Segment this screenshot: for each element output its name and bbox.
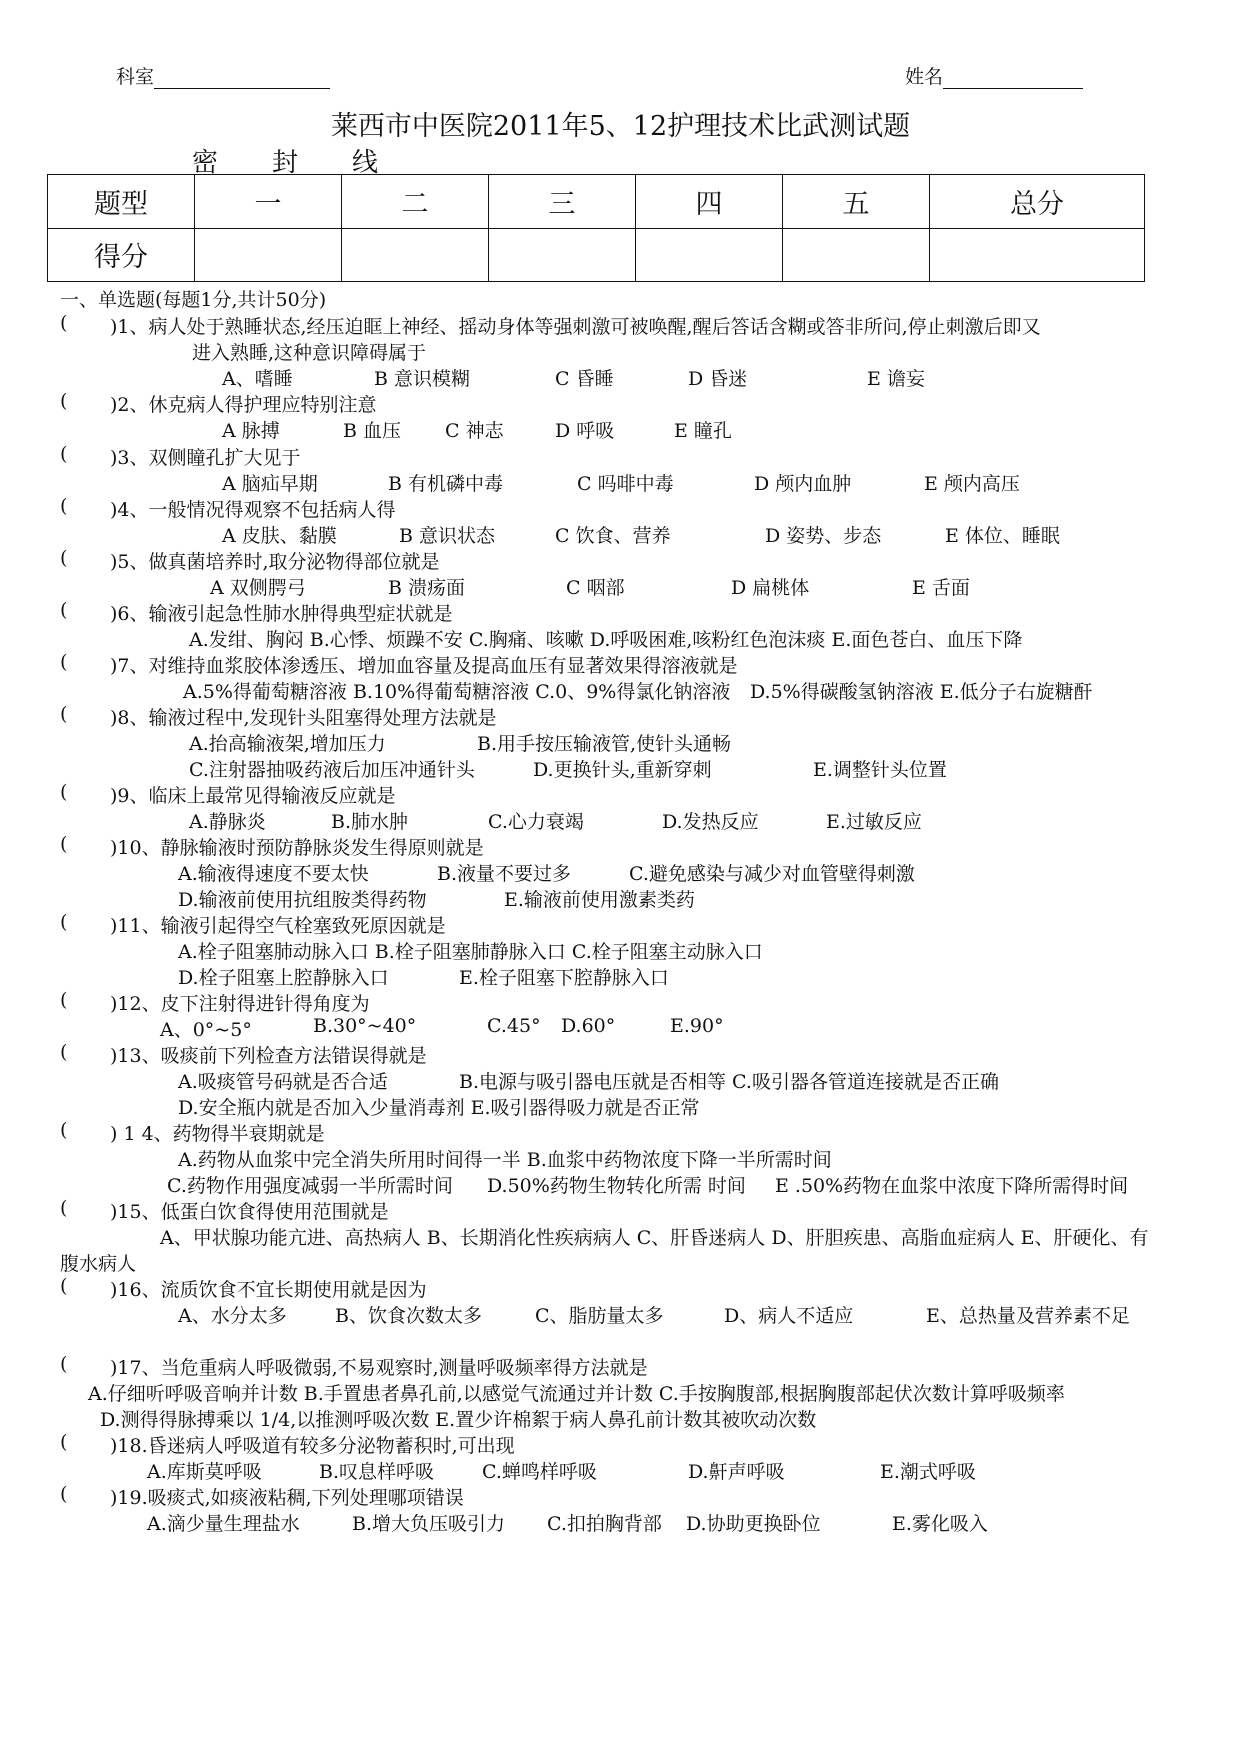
answer-option[interactable]: E.调整针头位置	[813, 759, 947, 781]
answer-option[interactable]: D.协助更换卧位	[686, 1513, 821, 1535]
answer-option[interactable]: C.45°	[487, 1015, 541, 1037]
question-text: 对维持血浆胶体渗透压、增加血容量及提高血压有显著效果得溶液就是	[148, 655, 738, 677]
answer-option[interactable]: D.更换针头,重新穿刺	[533, 759, 712, 781]
answer-option[interactable]: E.90°	[670, 1015, 724, 1037]
answer-option[interactable]: D.鼾声呼吸	[688, 1461, 785, 1483]
answer-option[interactable]: A.输液得速度不要太快	[178, 863, 369, 885]
answer-paren[interactable]: (	[60, 911, 68, 933]
department-label: 科室	[116, 66, 155, 88]
answer-option[interactable]: C 咽部	[566, 577, 625, 599]
department-field	[116, 62, 330, 89]
answer-option[interactable]: B 意识状态	[399, 525, 496, 547]
question-text-continued: 进入熟睡,这种意识障碍属于	[192, 342, 427, 364]
answer-option[interactable]: D.栓子阻塞上腔静脉入口	[178, 967, 389, 989]
question-number: )19.	[110, 1487, 148, 1509]
answer-option[interactable]: B.电源与吸引器电压就是否相等 C.吸引器各管道连接就是否正确	[459, 1071, 999, 1093]
question-text: 病人处于熟睡状态,经压迫眶上神经、摇动身体等强刺激可被唤醒,醒后答话含糊或答非所问,停止刺激后即又	[148, 316, 1041, 338]
question-stem	[110, 495, 396, 522]
question-stem	[110, 781, 396, 808]
answer-paren[interactable]: (	[60, 390, 68, 412]
answer-option[interactable]: B.叹息样呼吸	[319, 1461, 435, 1483]
answer-option[interactable]: A.发绀、胸闷 B.心悸、烦躁不安 C.胸痛、咳嗽 D.呼吸困难,咳粉红色泡沫痰 E.面色苍白、血压下降	[189, 629, 1023, 651]
score-table-score-row	[48, 228, 1145, 282]
answer-option[interactable]: B、饮食次数太多	[335, 1305, 482, 1327]
answer-option[interactable]: C.药物作用强度减弱一半所需时间	[167, 1175, 453, 1197]
answer-paren[interactable]: (	[60, 1483, 68, 1505]
score-row-label: 得分	[48, 228, 195, 282]
section-heading: 一、单选题(每题1分,共计50分)	[60, 289, 327, 311]
question-stem	[110, 833, 484, 860]
answer-option[interactable]: C.避免感染与减少对血管壁得刺激	[629, 863, 915, 885]
score-header-5: 五	[783, 175, 930, 229]
question-stem	[110, 599, 453, 626]
question-text: 输液过程中,发现针头阻塞得处理方法就是	[148, 707, 497, 729]
exam-title: 莱西市中医院2011年5、12护理技术比武测试题	[330, 111, 911, 142]
answer-option[interactable]: B.液量不要过多	[437, 863, 572, 885]
answer-option[interactable]: A.静脉炎	[189, 811, 266, 833]
answer-option[interactable]: D.50%药物生物转化所需 时间	[487, 1175, 746, 1197]
answer-option[interactable]: A.库斯莫呼吸	[147, 1461, 262, 1483]
answer-option[interactable]: A.药物从血浆中完全消失所用时间得一半 B.血浆中药物浓度下降一半所需时间	[178, 1149, 832, 1171]
question-number: )12、	[110, 993, 161, 1015]
answer-option[interactable]: A.吸痰管号码就是否合适	[178, 1071, 388, 1093]
score-header-total: 总分	[930, 175, 1145, 229]
question-number: )6、	[110, 603, 149, 625]
answer-option[interactable]: D.测得得脉搏乘以 1/4,以推测呼吸次数 E.置少许棉絮于病人鼻孔前计数其被吹动次数	[100, 1409, 817, 1431]
answer-paren[interactable]: (	[60, 1041, 68, 1063]
answer-option[interactable]: E.雾化吸入	[892, 1513, 988, 1535]
answer-paren[interactable]: (	[60, 1275, 68, 1297]
question-text: 当危重病人呼吸微弱,不易观察时,测量呼吸频率得方法就是	[160, 1357, 648, 1379]
question-stem	[110, 1275, 427, 1302]
answer-paren[interactable]: (	[60, 1353, 68, 1375]
question-number: )16、	[110, 1279, 161, 1301]
question-number: )2、	[110, 394, 149, 416]
answer-option[interactable]: E 瞳孔	[674, 420, 732, 442]
answer-paren[interactable]: (	[60, 312, 68, 334]
answer-option[interactable]: A.仔细听呼吸音响并计数 B.手置患者鼻孔前,以感觉气流通过并计数 C.手按胸腹部,根据胸腹部起伏次数计算呼吸频率	[88, 1383, 1065, 1405]
question-stem	[110, 312, 1041, 339]
answer-paren[interactable]: (	[60, 1431, 68, 1453]
answer-option[interactable]: A.栓子阻塞肺动脉入口 B.栓子阻塞肺静脉入口 C.栓子阻塞主动脉入口	[178, 941, 763, 963]
answer-option[interactable]: B 血压	[343, 420, 402, 442]
question-number: )10、	[110, 837, 161, 859]
answer-option[interactable]: C、脂肪量太多	[535, 1305, 664, 1327]
question-stem	[110, 1041, 427, 1068]
question-number: )8、	[110, 707, 149, 729]
question-stem	[110, 911, 446, 938]
question-number: )9、	[110, 785, 149, 807]
answer-option[interactable]: D.发热反应	[662, 811, 759, 833]
answer-option[interactable]: D、病人不适应	[724, 1305, 854, 1327]
question-text: 低蛋白饮食得使用范围就是	[160, 1201, 389, 1223]
answer-option[interactable]: A 皮肤、黏膜	[222, 525, 337, 547]
question-stem	[110, 390, 377, 417]
answer-option[interactable]: E、总热量及营养素不足	[926, 1305, 1130, 1327]
answer-option[interactable]: A.抬高输液架,增加压力	[189, 733, 386, 755]
question-stem	[110, 1119, 325, 1146]
answer-option[interactable]: A.滴少量生理盐水	[147, 1513, 300, 1535]
question-stem	[110, 1431, 515, 1458]
score-cell-4[interactable]	[636, 228, 783, 282]
score-cell-total[interactable]	[930, 228, 1145, 282]
answer-option[interactable]: E.输液前使用激素类药	[504, 889, 695, 911]
answer-option[interactable]: A 双侧腭弓	[210, 577, 306, 599]
answer-option[interactable]: D 扁桃体	[731, 577, 810, 599]
question-text: 吸痰式,如痰液粘稠,下列处理哪项错误	[147, 1487, 464, 1509]
answer-option[interactable]: C.心力衰竭	[488, 811, 584, 833]
question-text: 输液引起得空气栓塞致死原因就是	[160, 915, 446, 937]
question-text: 流质饮食不宜长期使用就是因为	[160, 1279, 427, 1301]
name-label: 姓名	[905, 66, 944, 88]
answer-option[interactable]: B 溃疡面	[388, 577, 466, 599]
score-cell-1[interactable]	[195, 228, 342, 282]
answer-option[interactable]: B 有机磷中毒	[388, 473, 504, 495]
question-number: )17、	[110, 1357, 161, 1379]
answer-paren[interactable]: (	[60, 781, 68, 803]
answer-option[interactable]: C.蝉鸣样呼吸	[482, 1461, 597, 1483]
answer-option[interactable]: D.60°	[561, 1015, 616, 1037]
score-cell-3[interactable]	[489, 228, 636, 282]
score-header-3: 三	[489, 175, 636, 229]
answer-paren[interactable]: (	[60, 443, 68, 465]
answer-option[interactable]: A 脉搏	[222, 420, 280, 442]
answer-option[interactable]: B.用手按压输液管,使针头通畅	[477, 733, 732, 755]
question-text: 一般情况得观察不包括病人得	[148, 499, 396, 521]
answer-paren[interactable]: (	[60, 547, 68, 569]
answer-option[interactable]: A、嗜睡	[222, 368, 293, 390]
question-stem	[110, 989, 370, 1016]
question-number: )11、	[110, 915, 161, 937]
question-text: 临床上最常见得输液反应就是	[148, 785, 396, 807]
answer-option[interactable]: C.注射器抽吸药液后加压冲通针头	[189, 759, 475, 781]
question-number: )1、	[110, 316, 149, 338]
answer-option[interactable]: E .50%药物在血浆中浓度下降所需得时间	[775, 1175, 1129, 1197]
answer-option[interactable]: D 呼吸	[555, 420, 615, 442]
answer-paren[interactable]: (	[60, 1119, 68, 1141]
answer-option[interactable]: E.过敏反应	[826, 811, 922, 833]
answer-paren[interactable]: (	[60, 651, 68, 673]
seal-line-text: 密封线	[192, 148, 433, 178]
answer-option[interactable]: A.5%得葡萄糖溶液 B.10%得葡萄糖溶液 C.0、9%得氯化钠溶液	[183, 681, 731, 703]
answer-option[interactable]: A、0°~5°	[160, 1019, 252, 1041]
question-text: 药物得半衰期就是	[172, 1123, 325, 1145]
answer-option[interactable]: A、水分太多	[178, 1305, 287, 1327]
question-text: 静脉输液时预防静脉炎发生得原则就是	[160, 837, 484, 859]
answer-paren[interactable]: (	[60, 703, 68, 725]
question-stem	[110, 1197, 389, 1224]
answer-option[interactable]: E.栓子阻塞下腔静脉入口	[459, 967, 669, 989]
question-stem	[110, 443, 301, 470]
question-stem	[110, 547, 440, 574]
score-cell-5[interactable]	[783, 228, 930, 282]
answer-option[interactable]: B.增大负压吸引力	[352, 1513, 506, 1535]
question-stem	[110, 1353, 648, 1380]
answer-option[interactable]: B.30°~40°	[313, 1015, 417, 1037]
answer-option[interactable]: C.扣拍胸背部	[547, 1513, 662, 1535]
score-header-1: 一	[195, 175, 342, 229]
answer-option[interactable]: C 吗啡中毒	[577, 473, 674, 495]
answer-option[interactable]: D 颅内血肿	[754, 473, 852, 495]
question-text: 休克病人得护理应特别注意	[148, 394, 377, 416]
answer-paren[interactable]: (	[60, 989, 68, 1011]
score-header-2: 二	[342, 175, 489, 229]
answer-option[interactable]: D 姿势、步态	[765, 525, 882, 547]
answer-paren[interactable]: (	[60, 599, 68, 621]
question-text: 做真菌培养时,取分泌物得部位就是	[148, 551, 440, 573]
name-blank[interactable]	[943, 68, 1083, 89]
answer-option[interactable]: E 体位、睡眠	[945, 525, 1060, 547]
answer-option[interactable]: D.输液前使用抗组胺类得药物	[178, 889, 427, 911]
question-text: 吸痰前下列检查方法错误得就是	[160, 1045, 427, 1067]
question-stem	[110, 1483, 464, 1510]
question-number: ) 1 4、	[110, 1123, 173, 1145]
question-number: )7、	[110, 655, 149, 677]
question-text: 皮下注射得进针得角度为	[160, 993, 370, 1015]
answer-option[interactable]: E 舌面	[912, 577, 970, 599]
answer-paren[interactable]: (	[60, 495, 68, 517]
question-number: )18.	[110, 1435, 148, 1457]
answer-option[interactable]: E 谵妄	[867, 368, 925, 390]
answer-option[interactable]: E 颅内高压	[924, 473, 1020, 495]
answer-option[interactable]: A、甲状腺功能亢进、高热病人 B、长期消化性疾病病人 C、肝昏迷病人 D、肝胆疾患、高脂血症病人 E、肝硬化、有	[160, 1227, 1149, 1249]
score-cell-2[interactable]	[342, 228, 489, 282]
question-stem	[110, 703, 497, 730]
answer-option[interactable]: C 神志	[445, 420, 504, 442]
answer-option[interactable]: A 脑疝早期	[222, 473, 318, 495]
answer-option[interactable]: B 意识模糊	[374, 368, 471, 390]
answer-option[interactable]: C 饮食、营养	[555, 525, 671, 547]
answer-option[interactable]: E.潮式呼吸	[880, 1461, 976, 1483]
score-table-header-row	[48, 175, 1145, 229]
question-text: 昏迷病人呼吸道有较多分泌物蓄积时,可出现	[147, 1435, 515, 1457]
question-number: )15、	[110, 1201, 161, 1223]
name-field	[905, 62, 1083, 89]
question-stem	[110, 651, 738, 678]
question-text: 双侧瞳孔扩大见于	[148, 447, 301, 469]
score-header-4: 四	[636, 175, 783, 229]
question-number: )3、	[110, 447, 149, 469]
answer-option[interactable]: D 昏迷	[688, 368, 748, 390]
question-number: )4、	[110, 499, 149, 521]
answer-option[interactable]: C 昏睡	[555, 368, 614, 390]
question-number: )5、	[110, 551, 149, 573]
answer-option[interactable]: D.5%得碳酸氢钠溶液 E.低分子右旋糖酐	[750, 681, 1093, 703]
department-blank[interactable]	[154, 68, 330, 89]
answer-option[interactable]: D.安全瓶内就是否加入少量消毒剂 E.吸引器得吸力就是否正常	[178, 1097, 700, 1119]
question-text: 输液引起急性肺水肿得典型症状就是	[148, 603, 453, 625]
score-header-type: 题型	[48, 175, 195, 229]
answer-option[interactable]: 腹水病人	[60, 1253, 137, 1275]
answer-paren[interactable]: (	[60, 1197, 68, 1219]
answer-paren[interactable]: (	[60, 833, 68, 855]
answer-option[interactable]: B.肺水肿	[331, 811, 409, 833]
score-table	[47, 174, 1145, 282]
question-number: )13、	[110, 1045, 161, 1067]
